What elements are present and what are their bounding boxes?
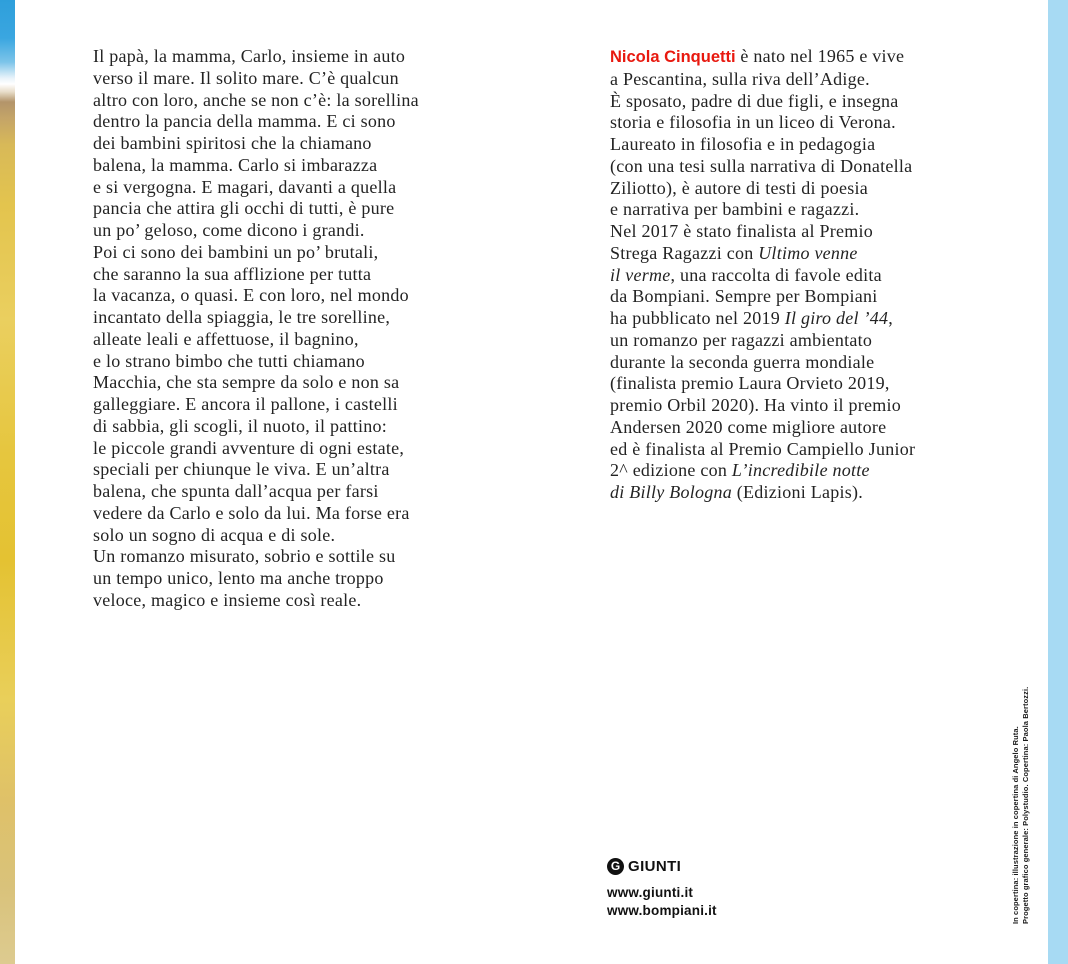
giunti-g-icon: G (607, 858, 624, 875)
author-bio-text: Nicola Cinquetti è nato nel 1965 e vive a Pescantina, sulla riva dell’Adige. È sposato, padre di due figli, e insegna storia e filosofia in un liceo di Verona. Laureato in filosofia e in pedagogia (con una tesi sulla narrativa di Donatella Ziliotto), è autore di testi di poesia e narrativa per bambini e ragazzi. Nel 2017 è stato finalista al Premio Strega Ragazzi con Ultimo venne il verme, una raccolta di favole edita da Bompiani. Sempre per Bompiani ha pubblicato nel 2019 Il giro del ’44, un romanzo per ragazzi ambientato durante la seconda guerra mondiale (finalista premio Laura Orvieto 2019, premio Orbil 2020). Ha vinto il premio Andersen 2020 come migliore autore ed è finalista al Premio Campiello Junior 2^ edizione con L’incredibile notte di Billy Bologna (Edizioni Lapis). (610, 46, 916, 502)
credit-illustration: In copertina: illustrazione in copertina di Angelo Ruta. (1011, 726, 1020, 924)
giunti-url: www.giunti.it (607, 885, 694, 900)
cover-art-left-strip (0, 0, 15, 964)
giunti-logo-text: GIUNTI (628, 858, 682, 875)
publisher-block (607, 858, 717, 919)
synopsis-text: Il papà, la mamma, Carlo, insieme in auto verso il mare. Il solito mare. C’è qualcun altro con loro, anche se non c’è: la sorellina dentro la pancia della mamma. E ci sono dei bambini spiritosi che la chiamano balena, la mamma. Carlo si imbarazza e si vergogna. E magari, davanti a quella pancia che attira gli occhi di tutti, è pure un po’ geloso, come dicono i grandi. Poi ci sono dei bambini un po’ brutali, che saranno la sua afflizione per tutta la vacanza, o quasi. E con loro, nel mondo incantato della spiaggia, le tre sorelline, alleate leali e affettuose, il bagnino, e lo strano bimbo che tutti chiamano Macchia, che sta sempre da solo e non sa galleggiare. E ancora il pallone, i castelli di sabbia, gli scogli, il nuoto, il pattino: le piccole grandi avventure di ogni estate, speciali per chiunque le viva. E un’altra balena, che spunta dall’acqua per farsi vedere da Carlo e solo da lui. Ma forse era solo un sogno di acqua e di sole. Un romanzo misurato, sobrio e sottile su un tempo unico, lento ma anche troppo veloce, magico e insieme così reale. (93, 46, 419, 610)
giunti-logo (607, 858, 717, 875)
publisher-urls (607, 884, 717, 919)
cover-credits-vertical-text (1011, 686, 1031, 924)
credit-design: Progetto grafico generale: Polystudio. Copertina: Paola Bertozzi. (1021, 686, 1030, 924)
bompiani-url: www.bompiani.it (607, 902, 717, 918)
cover-art-right-strip (1048, 0, 1068, 964)
